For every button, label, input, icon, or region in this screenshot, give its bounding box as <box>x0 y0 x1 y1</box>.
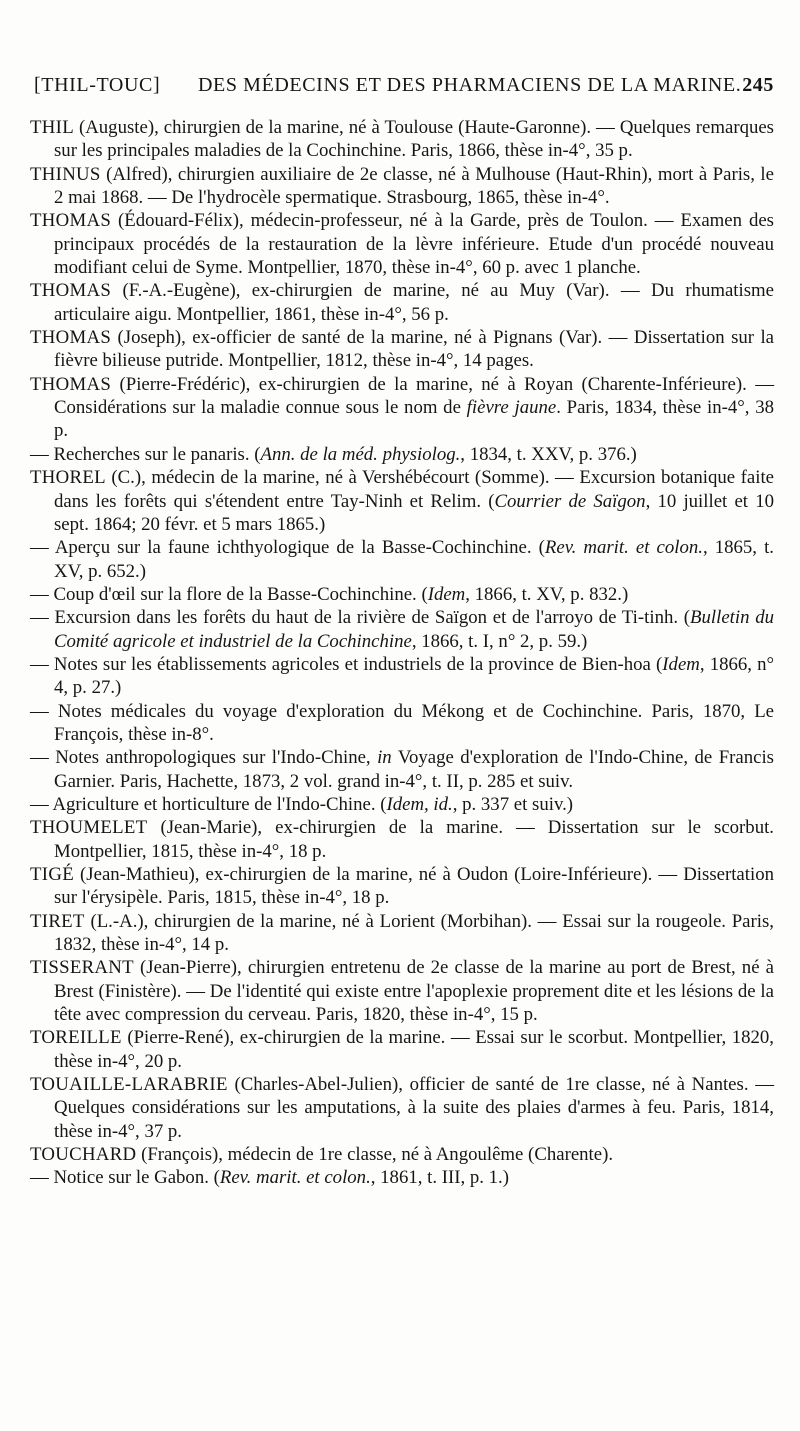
biography-entry <box>30 1026 774 1073</box>
sub-entry <box>30 793 774 816</box>
entry-surname: TIRET <box>30 910 85 932</box>
entry-text: (Charles-Abel-Julien), officier de santé de 1re classe, né à Nantes. — Quelques considérations sur les amputations, à la suite des plaies d'armes à feu. Paris, 1814, thèse in-4°, 37 p. <box>54 1074 774 1142</box>
sub-entry <box>30 606 774 653</box>
sub-entry-italic-title: Rev. marit. et colon. <box>219 1167 371 1189</box>
biography-entry <box>30 373 774 443</box>
entry-text: (François), médecin de 1re classe, né à Angoulême (Charente). <box>136 1144 614 1166</box>
entry-surname: THOMAS <box>30 327 112 349</box>
entry-surname: THOMAS <box>30 210 112 232</box>
biography-entry <box>30 279 774 326</box>
entry-text: (Pierre-Frédéric), ex-chirurgien de la marine, né à Royan (Charente-Inférieure). — Considérations sur la maladie connue sous le nom de <box>54 373 774 419</box>
header-title: DES MÉDECINS ET DES PHARMACIENS DE LA MARINE. <box>198 74 742 96</box>
sub-entry-text: — Notice sur le Gabon. ( <box>30 1167 220 1189</box>
entry-text: (C.), médecin de la marine, né à Vershébécourt (Somme). — Excursion botanique faite dans les forêts qui s'étendent entre Tay-Ninh et Relim. ( <box>54 467 774 512</box>
entry-text: (L.-A.), chirurgien de la marine, né à Lorient (Morbihan). — Essai sur la rougeole. Paris, 1832, thèse in-4°, 14 p. <box>54 910 774 956</box>
biography-entry <box>30 956 774 1026</box>
sub-entry-text: , 1834, t. XXV, p. 376.) <box>460 443 637 465</box>
sub-entry-italic-title: in <box>377 747 392 769</box>
entry-text: . Paris, 1834, thèse in-4°, 38 p. <box>54 397 774 442</box>
entry-surname: THOUMELET <box>30 817 148 839</box>
sub-entry-italic-title: Rev. marit. et colon. <box>544 537 703 559</box>
sub-entry-text: — Excursion dans les forêts du haut de la rivière de Saïgon et de l'arroyo de Ti-tinh. ( <box>30 607 691 629</box>
entry-surname: THIL <box>30 117 74 138</box>
sub-entry-italic-title: Ann. de la méd. physiolog. <box>260 443 461 465</box>
biography-entry <box>30 1073 774 1143</box>
biography-entry <box>30 816 774 863</box>
sub-entry <box>30 746 774 793</box>
biography-entry <box>30 209 774 279</box>
sub-entry <box>30 653 774 700</box>
sub-entry-text: , p. 337 et suiv.) <box>452 793 574 815</box>
sub-entry-text: Voyage d'exploration de l'Indo-Chine, de Francis Garnier. Paris, Hachette, 1873, 2 vol. grand in-4°, t. II, p. 285 et suiv. <box>54 747 774 792</box>
entry-text: (Joseph), ex-officier de santé de la marine, né à Pignans (Var). — Dissertation sur la fièvre bilieuse putride. Montpellier, 1812, thèse in-4°, 14 pages. <box>54 327 774 372</box>
sub-entry <box>30 1166 774 1189</box>
sub-entry <box>30 536 774 583</box>
biography-entry <box>30 863 774 910</box>
sub-entry-text: — Notes sur les établissements agricoles et industriels de la province de Bien-hoa ( <box>30 653 663 675</box>
entry-surname: TOUCHARD <box>30 1144 137 1166</box>
entry-surname: TOUAILLE-LARABRIE <box>30 1074 228 1096</box>
sub-entry-text: , 1866, t. XV, p. 832.) <box>465 583 629 605</box>
entry-surname: TOREILLE <box>30 1027 122 1049</box>
entry-surname: THOMAS <box>30 280 112 302</box>
entry-text: (Édouard-Félix), médecin-professeur, né à la Garde, près de Toulon. — Examen des principaux procédés de la restauration de la lèvre inférieure. Etude d'un procédé nouveau modifiant celui de Syme. Montpellier, 1870, thèse in-4°, 60 p. avec 1 planche. <box>54 210 774 279</box>
sub-entry-text: , 1866, n° 4, p. 27.) <box>54 653 774 699</box>
sub-entry-text: , 1866, t. I, n° 2, p. 59.) <box>411 630 588 652</box>
sub-entry-text: — Recherches sur le panaris. ( <box>30 443 261 465</box>
entry-surname: THOREL <box>30 467 106 489</box>
entry-text: (Pierre-René), ex-chirurgien de la marine. — Essai sur le scorbut. Montpellier, 1820, thèse in-4°, 20 p. <box>54 1027 774 1072</box>
entry-surname: TIGÉ <box>30 864 74 885</box>
biography-entry <box>30 163 774 210</box>
sub-entry-text: — Coup d'œil sur la flore de la Basse-Cochinchine. ( <box>30 583 428 605</box>
sub-entry <box>30 443 774 466</box>
entry-surname: THOMAS <box>30 373 112 395</box>
sub-entry-italic-title: Idem <box>427 583 466 605</box>
sub-entry-italic-title: Idem <box>662 653 700 675</box>
sub-entry-text: — Notes anthropologiques sur l'Indo-Chine, <box>30 747 378 769</box>
entry-text: , 10 juillet et 10 sept. 1864; 20 févr. et 5 mars 1865.) <box>54 490 774 535</box>
sub-entry-text: , 1861, t. III, p. 1.) <box>370 1167 509 1189</box>
entry-text: (F.-A.-Eugène), ex-chirurgien de marine, né au Muy (Var). — Du rhumatisme articulaire aigu. Montpellier, 1861, thèse in-4°, 56 p. <box>54 280 774 325</box>
sub-entry-text: , 1865, t. XV, p. 652.) <box>54 537 775 582</box>
entry-surname: TISSERANT <box>30 957 134 979</box>
sub-entry-italic-title: Bulletin du Comité agricole et industriel de la Cochinchine <box>54 607 774 652</box>
sub-entry <box>30 700 774 747</box>
sub-entry <box>30 583 774 606</box>
biography-entry <box>30 116 774 163</box>
header-name-range: [THIL-TOUC] <box>34 74 161 96</box>
entry-text: (Auguste), chirurgien de la marine, né à Toulouse (Haute-Garonne). — Quelques remarques sur les principales maladies de la Cochinchine. Paris, 1866, thèse in-4°, 35 p. <box>54 117 774 162</box>
biography-entry <box>30 910 774 957</box>
entry-text: (Jean-Mathieu), ex-chirurgien de la marine, né à Oudon (Loire-Inférieure). — Dissertation sur l'érysipèle. Paris, 1815, thèse in-4°, 18 p. <box>54 864 774 909</box>
biography-entry <box>30 1143 774 1166</box>
entry-text: (Jean-Marie), ex-chirurgien de la marine. — Dissertation sur le scorbut. Montpellier, 1815, thèse in-4°, 18 p. <box>54 817 774 862</box>
entry-surname: THINUS <box>30 163 101 185</box>
sub-entry-text: — Agriculture et horticulture de l'Indo-Chine. ( <box>30 793 387 815</box>
biography-entry <box>30 466 774 536</box>
running-header <box>34 74 774 104</box>
sub-entry-text: — Aperçu sur la faune ichthyologique de la Basse-Cochinchine. ( <box>30 537 545 559</box>
entry-text: (Alfred), chirurgien auxiliaire de 2e classe, né à Mulhouse (Haut-Rhin), mort à Paris, le 2 mai 1868. — De l'hydrocèle spermatique. Strasbourg, 1865, thèse in-4°. <box>54 163 774 209</box>
entry-italic-title: Courrier de Saïgon <box>494 490 646 512</box>
biography-entry <box>30 326 774 373</box>
page-number: 245 <box>742 74 774 96</box>
entry-italic-title: fièvre jaune <box>466 397 557 419</box>
entries-list <box>30 116 774 1190</box>
sub-entry-italic-title: Idem, id. <box>386 793 453 815</box>
entry-text: (Jean-Pierre), chirurgien entretenu de 2e classe de la marine au port de Brest, né à Brest (Finistère). — De l'identité qui existe entre l'apoplexie proprement dite et les lésions de la tête avec compression du cerveau. Paris, 1820, thèse in-4°, 15 p. <box>54 957 774 1026</box>
sub-entry-text: — Notes médicales du voyage d'exploration du Mékong et de Cochinchine. Paris, 1870, Le François, thèse in-8°. <box>30 700 774 745</box>
